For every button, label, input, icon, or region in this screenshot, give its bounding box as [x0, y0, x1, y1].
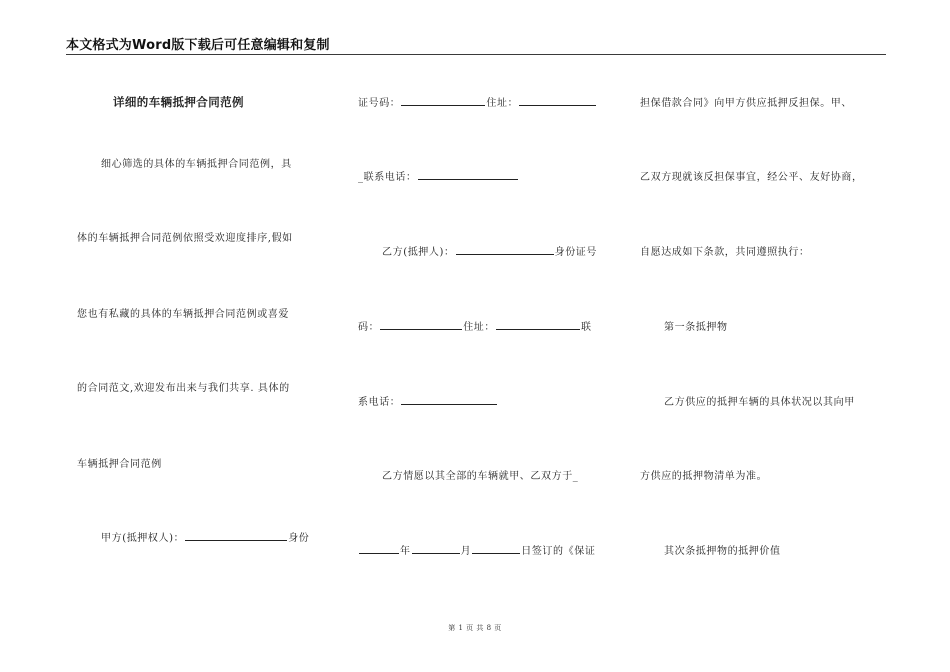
id-number-label: 证号码：: [358, 98, 401, 109]
id-number-blank[interactable]: [380, 319, 462, 330]
phone-line: [358, 168, 519, 183]
address-blank[interactable]: [496, 319, 580, 330]
phone-blank[interactable]: [401, 394, 497, 405]
month-label: 月: [460, 546, 472, 557]
paragraph-line: 细心筛选的具体的车辆抵押合同范例，具: [101, 159, 292, 170]
id-address-line: [358, 94, 597, 109]
page-footer: 第 1 页 共 8 页: [448, 624, 502, 632]
party-b-line: [382, 243, 597, 258]
phone-label: _联系电话：: [358, 172, 417, 183]
document-header: [66, 34, 886, 55]
phone-label: 系电话：: [358, 397, 401, 408]
section-heading: 其次条抵押物的抵押价值: [664, 546, 781, 557]
paragraph-line: 担保借款合同》向甲方供应抵押反担保。甲、: [640, 98, 852, 109]
day-label: 日签订的《保证: [521, 546, 596, 557]
phone-blank[interactable]: [418, 169, 518, 180]
header-text: 本文格式为Word版下载后可任意编辑和复制: [66, 38, 330, 53]
year-blank[interactable]: [359, 543, 399, 554]
day-blank[interactable]: [472, 543, 520, 554]
id-label: 身份: [288, 533, 310, 544]
section-heading: 第一条抵押物: [664, 322, 728, 333]
address-label: 住址：: [463, 322, 496, 333]
paragraph-line: 自愿达成如下条款，共同遵照执行：: [640, 247, 810, 258]
year-label: 年: [400, 546, 411, 557]
paragraph-line: 的合同范文,欢迎发布出来与我们共享. 具体的: [77, 383, 290, 394]
month-blank[interactable]: [412, 543, 460, 554]
id-number-label: 码：: [358, 322, 380, 333]
party-b-label: 乙方(抵押人)：: [382, 247, 455, 258]
party-a-blank[interactable]: [185, 530, 287, 541]
paragraph-line: 乙方情愿以其全部的车辆就甲、乙双方于_: [382, 471, 579, 482]
party-b-phone-line: [358, 393, 498, 408]
paragraph-line: 您也有私藏的具体的车辆抵押合同范例或喜爱: [77, 309, 289, 320]
paragraph-line: 乙双方现就该反担保事宜，经公平、友好协商，: [640, 172, 863, 183]
address-blank[interactable]: [519, 95, 596, 106]
paragraph-line: 方供应的抵押物清单为准。: [640, 471, 768, 482]
party-b-address-line: [358, 318, 592, 333]
paragraph-line: 车辆抵押合同范例: [77, 459, 162, 470]
contact-label: 联: [581, 322, 592, 333]
id-number-blank[interactable]: [401, 95, 485, 106]
paragraph-line: 体的车辆抵押合同范例依照受欢迎度排序,假如: [77, 233, 293, 244]
party-b-blank[interactable]: [456, 244, 554, 255]
document-title: 详细的车辆抵押合同范例: [113, 95, 244, 109]
date-line: [358, 542, 595, 557]
paragraph-line: 乙方供应的抵押车辆的具体状况以其向甲: [664, 397, 855, 408]
party-a-label: 甲方(抵押权人)：: [101, 533, 185, 544]
party-a-line: [101, 529, 309, 544]
address-label: 住址：: [486, 98, 519, 109]
id-label: 身份证号: [554, 247, 598, 258]
